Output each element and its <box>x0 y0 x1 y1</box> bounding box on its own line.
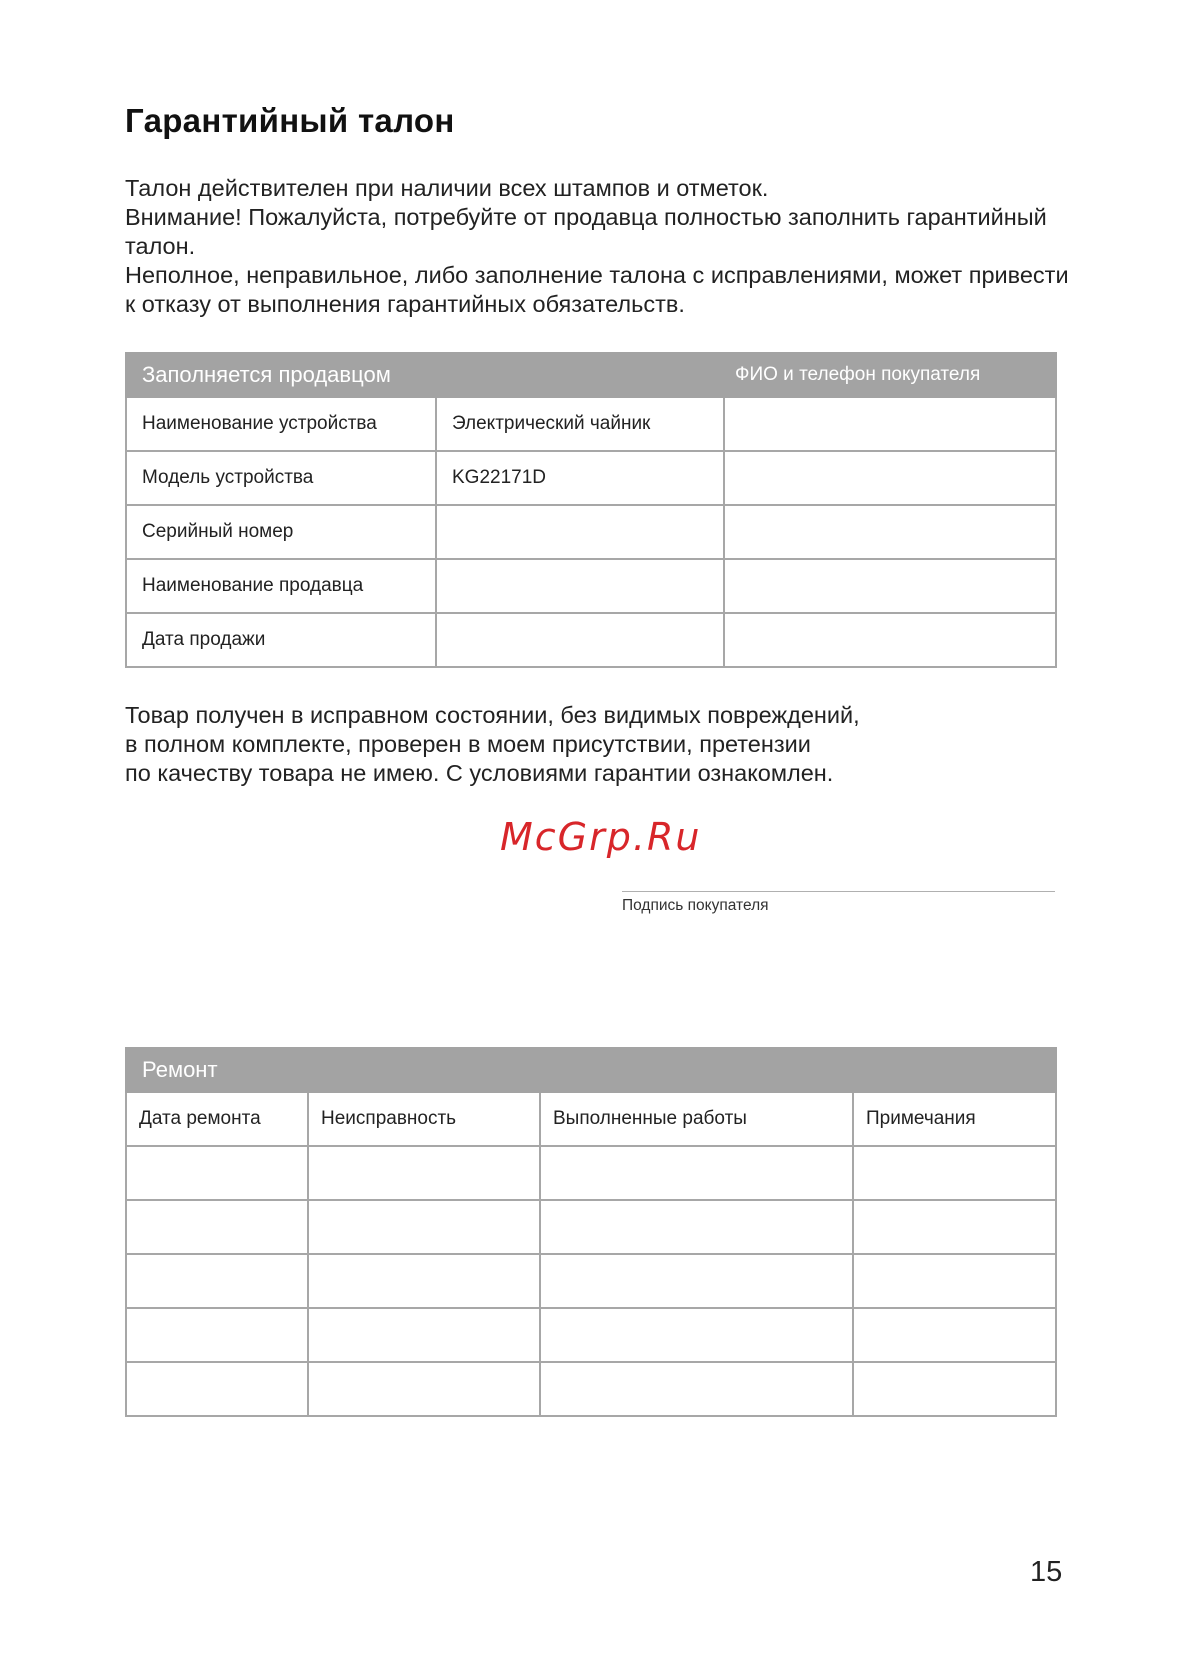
row-label: Наименование устройства <box>126 397 436 451</box>
repair-cell[interactable] <box>126 1254 308 1308</box>
row-value[interactable]: Электрический чайник <box>436 397 724 451</box>
intro-text <box>125 174 1085 319</box>
confirmation-line: Товар получен в исправном состоянии, без видимых повреждений, <box>125 702 860 728</box>
repair-cell[interactable] <box>853 1200 1056 1254</box>
repair-cell[interactable] <box>853 1362 1056 1416</box>
confirmation-text <box>125 701 1085 788</box>
column-header: Выполненные работы <box>540 1092 853 1146</box>
buyer-cell[interactable] <box>724 397 1056 451</box>
repair-cell[interactable] <box>308 1362 540 1416</box>
buyer-cell[interactable] <box>724 613 1056 667</box>
table-row <box>126 1254 1056 1308</box>
repair-table <box>125 1047 1057 1417</box>
column-header: Дата ремонта <box>126 1092 308 1146</box>
table-row <box>126 1362 1056 1416</box>
repair-cell[interactable] <box>853 1254 1056 1308</box>
repair-column-headers <box>126 1092 1056 1146</box>
column-header: Примечания <box>853 1092 1056 1146</box>
repair-cell[interactable] <box>126 1200 308 1254</box>
row-value[interactable]: KG22171D <box>436 451 724 505</box>
repair-cell[interactable] <box>540 1308 853 1362</box>
intro-line: Неполное, неправильное, либо заполнение талона с исправлениями, может привести к отказу от выполнения гарантийных обязательств. <box>125 262 1069 317</box>
seller-header-label: Заполняется продавцом <box>126 353 724 397</box>
column-header: Неисправность <box>308 1092 540 1146</box>
row-label: Модель устройства <box>126 451 436 505</box>
repair-cell[interactable] <box>540 1146 853 1200</box>
table-row <box>126 1146 1056 1200</box>
repair-cell[interactable] <box>126 1362 308 1416</box>
repair-table-header <box>126 1048 1056 1092</box>
table-row <box>126 397 1056 451</box>
buyer-header-label: ФИО и телефон покупателя <box>724 353 1056 397</box>
seller-table-header <box>126 353 1056 397</box>
buyer-cell[interactable] <box>724 559 1056 613</box>
seller-table <box>125 352 1057 668</box>
row-value[interactable] <box>436 505 724 559</box>
row-label: Серийный номер <box>126 505 436 559</box>
row-label: Дата продажи <box>126 613 436 667</box>
table-row <box>126 505 1056 559</box>
table-row <box>126 613 1056 667</box>
repair-cell[interactable] <box>853 1308 1056 1362</box>
repair-cell[interactable] <box>126 1146 308 1200</box>
row-label: Наименование продавца <box>126 559 436 613</box>
signature-label: Подпись покупателя <box>622 897 769 914</box>
repair-header-label: Ремонт <box>126 1048 1056 1092</box>
repair-cell[interactable] <box>308 1254 540 1308</box>
intro-line: Талон действителен при наличии всех штампов и отметок. <box>125 175 769 201</box>
table-row <box>126 559 1056 613</box>
repair-cell[interactable] <box>540 1362 853 1416</box>
repair-cell[interactable] <box>308 1308 540 1362</box>
confirmation-line: в полном комплекте, проверен в моем присутствии, претензии <box>125 731 811 757</box>
row-value[interactable] <box>436 559 724 613</box>
table-row <box>126 1200 1056 1254</box>
repair-cell[interactable] <box>540 1200 853 1254</box>
page-title: Гарантийный талон <box>125 102 455 139</box>
repair-cell[interactable] <box>853 1146 1056 1200</box>
repair-cell[interactable] <box>308 1146 540 1200</box>
watermark: McGrp.Ru <box>500 815 702 859</box>
table-row <box>126 1308 1056 1362</box>
intro-line: Внимание! Пожалуйста, потребуйте от продавца полностью заполнить гарантийный талон. <box>125 204 1047 259</box>
table-row <box>126 451 1056 505</box>
repair-cell[interactable] <box>126 1308 308 1362</box>
repair-cell[interactable] <box>308 1200 540 1254</box>
buyer-cell[interactable] <box>724 505 1056 559</box>
repair-cell[interactable] <box>540 1254 853 1308</box>
page-number: 15 <box>1030 1556 1063 1588</box>
signature-line[interactable] <box>622 891 1055 892</box>
confirmation-line: по качеству товара не имею. С условиями гарантии ознакомлен. <box>125 760 834 786</box>
row-value[interactable] <box>436 613 724 667</box>
buyer-cell[interactable] <box>724 451 1056 505</box>
